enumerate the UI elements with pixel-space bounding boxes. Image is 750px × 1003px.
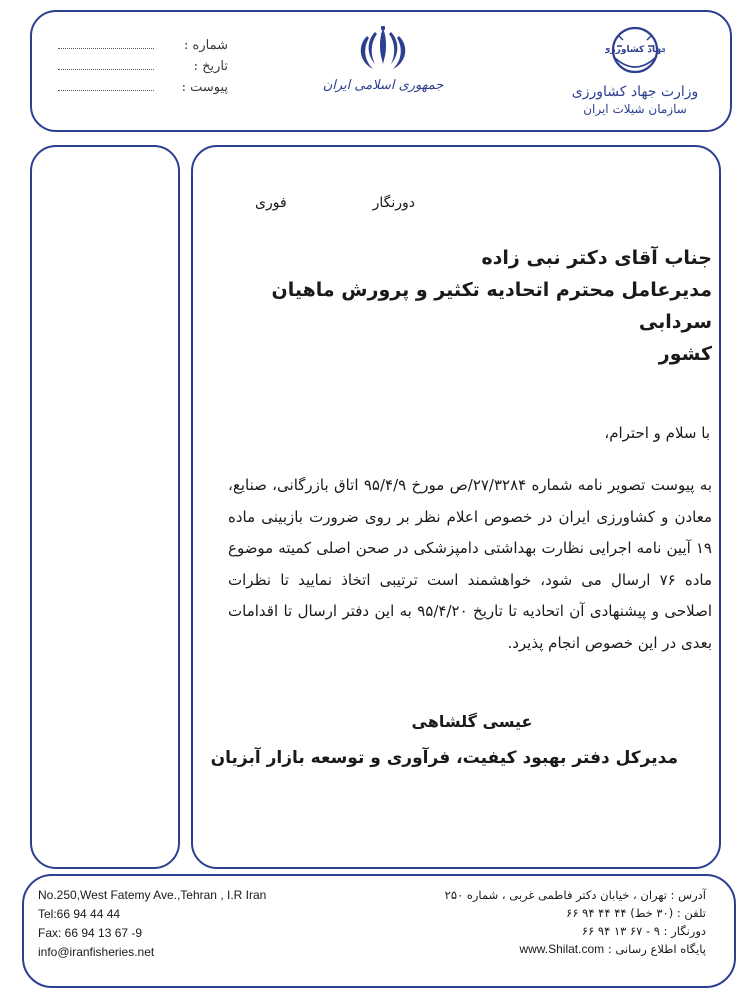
signer-name: عیسی گلشاهی: [411, 712, 533, 731]
organization-name: سازمان شیلات ایران: [583, 102, 687, 116]
reference-attachment-label: پیوست :: [181, 80, 228, 95]
emblem-icon: [353, 24, 413, 72]
logo-text: جهاد کشاورزی: [605, 45, 665, 55]
reference-number-row: [58, 38, 228, 59]
fax-label: دورنگار: [372, 195, 415, 211]
emblem-motto: جمهوری اسلامی ایران: [322, 78, 444, 93]
recipient-block: [230, 242, 712, 370]
margin-column: [30, 145, 180, 869]
recipient-line: کشور: [658, 343, 712, 365]
signer-title: مدیرکل دفتر بهبود کیفیت، فرآوری و توسعه بازار آبزیان: [210, 748, 678, 768]
dotted-line: [58, 69, 154, 70]
footer-email[interactable]: info@iranfisheries.net: [38, 945, 155, 959]
recipient-line: جناب آقای دکتر نبی زاده: [481, 247, 712, 269]
reference-attachment-row: [58, 80, 228, 101]
reference-date-row: [58, 59, 228, 80]
footer-address-fa: آدرس : تهران ، خیابان دکتر فاطمی غربی ، شماره ۲۵۰: [444, 888, 706, 902]
website-link[interactable]: www.Shilat.com: [519, 942, 605, 956]
national-emblem: [318, 24, 448, 93]
footer-street: No.250,West Fatemy Ave.,Tehran , I.R Iran: [38, 888, 267, 902]
footer-english-address: [38, 886, 308, 962]
footer-tel: Tel:66 94 44 44: [38, 907, 121, 921]
ministry-name: وزارت جهاد کشاورزی: [571, 84, 699, 100]
footer-website-row: [410, 940, 706, 958]
letter-body: به پیوست تصویر نامه شماره ۲۷/۳۲۸۴/ص مورخ ۹۵/۴/۹ اتاق بازرگانی، صنایع، معادن و کشاورزی ایران در خصوص اعلام نظر بر روی ضرورت بازبینی ماده ۱۹ آیین نامه اجرایی نظارت بهداشتی دامپزشکی در صحن اصلی کمیته موضوع ماده ۷۶ ارسال می شود، خواهشمند است ترتیبی اتخاذ نمایید تا نظرات اصلاحی و پیشنهادی آن اتحادیه تا تاریخ ۹۵/۴/۲۰ به این دفتر ارسال تا اقدامات بعدی در این خصوص انجام پذیرد.: [228, 476, 713, 652]
footer-fax-fa: دورنگار : ۹ - ۶۷ ۱۳ ۹۴ ۶۶: [581, 924, 706, 938]
recipient-line: مدیرعامل محترم اتحادیه تکثیر و پرورش ماهیان سردابی: [271, 279, 712, 333]
footer-phone-fa: تلفن : (۳۰ خط) ۴۴ ۴۴ ۹۴ ۶۶: [566, 906, 706, 920]
footer-persian-address: [410, 886, 706, 958]
reference-date-label: تاریخ :: [193, 59, 228, 74]
jihad-logo-icon: [605, 24, 665, 78]
ministry-block: [560, 24, 710, 116]
footer-fax: Fax: 66 94 13 67 -9: [38, 926, 143, 940]
urgency-label: فوری: [255, 195, 287, 211]
reference-fields: [58, 38, 228, 101]
dotted-line: [58, 90, 154, 91]
urgency-line: [255, 195, 415, 211]
greeting: با سلام و احترام،: [604, 424, 710, 442]
website-label: پایگاه اطلاع رسانی :: [607, 942, 706, 956]
dotted-line: [58, 48, 154, 49]
reference-number-label: شماره :: [184, 38, 228, 53]
